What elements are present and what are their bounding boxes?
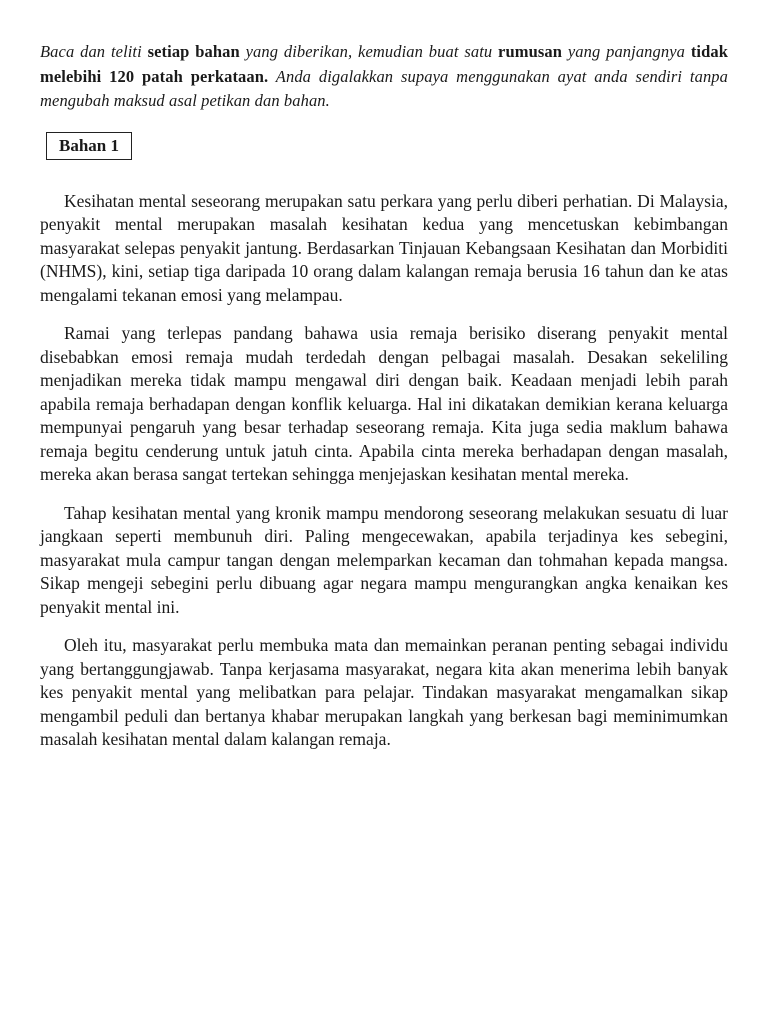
paragraph-4: Oleh itu, masyarakat perlu membuka mata dan memainkan peranan penting sebagai individu yang bertanggungjawab. Tanpa kerjasama masyarakat, negara kita akan menerima lebih banyak kes penyakit mental yang melibatkan para pelajar. Tindakan masyarakat mengamalkan sikap mengambil peduli dan bertanya khabar merupakan langkah yang berkesan bagi meminimumkan masalah kesihatan mental dalam kalangan remaja. (40, 635, 728, 749)
source-label: Bahan 1 (46, 132, 132, 160)
instruction-part-4: Anda digalakkan supaya menggunakan ayat anda sendiri tanpa mengubah maksud asal petikan dan bahan. (40, 66, 728, 110)
instruction-part-1: Baca dan teliti (40, 42, 148, 61)
paragraph-2: Ramai yang terlepas pandang bahawa usia remaja berisiko diserang penyakit mental disebabkan emosi remaja mudah terdedah dengan pelbagai masalah. Desakan sekeliling menjadikan mereka tidak mampu mengawal diri dengan baik. Keadaan menjadi lebih parah apabila remaja berhadapan dengan konflik keluarga. Hal ini dikatakan demikian kerana keluarga mempunyai pengaruh yang besar terhadap seseorang remaja. Kita juga sedia maklum bahawa remaja begitu cenderung untuk jatuh cinta. Apabila cinta mereka berhadapan dengan masalah, mereka akan berasa sangat tertekan sehingga menjejaskan kesihatan mental mereka. (40, 323, 728, 484)
paragraph-1: Kesihatan mental seseorang merupakan satu perkara yang perlu diberi perhatian. Di Malaysia, penyakit mental merupakan masalah kesihatan kedua yang mencetuskan kebimbangan masyarakat selepas penyakit jantung. Berdasarkan Tinjauan Kebangsaan Kesihatan dan Morbiditi (NHMS), kini, setiap tiga daripada 10 orang dalam kalangan remaja berusia 16 tahun dan ke atas mengalami tekanan emosi yang melampau. (40, 190, 728, 305)
instruction-bold-2: rumusan (498, 42, 563, 61)
paragraph-3: Tahap kesihatan mental yang kronik mampu mendorong seseorang melakukan sesuatu di luar jangkaan seperti membunuh diri. Paling mengecewakan, apabila terjadinya kes sebegini, masyarakat mula campur tangan dengan melemparkan kecaman dan tohmahan kepada mangsa. Sikap mengeji sebegini perlu dibuang agar negara mampu mengurangkan angka kenaikan kes penyakit mental ini. (40, 502, 728, 617)
instruction-text (40, 40, 728, 114)
instruction-bold-3: tidak melebihi 120 patah perkataan. (40, 42, 728, 86)
instruction-part-2: yang diberikan, kemudian buat satu (239, 42, 499, 61)
instruction-bold-1: setiap bahan (147, 42, 240, 61)
instruction-part-3: yang panjangnya (562, 42, 691, 61)
